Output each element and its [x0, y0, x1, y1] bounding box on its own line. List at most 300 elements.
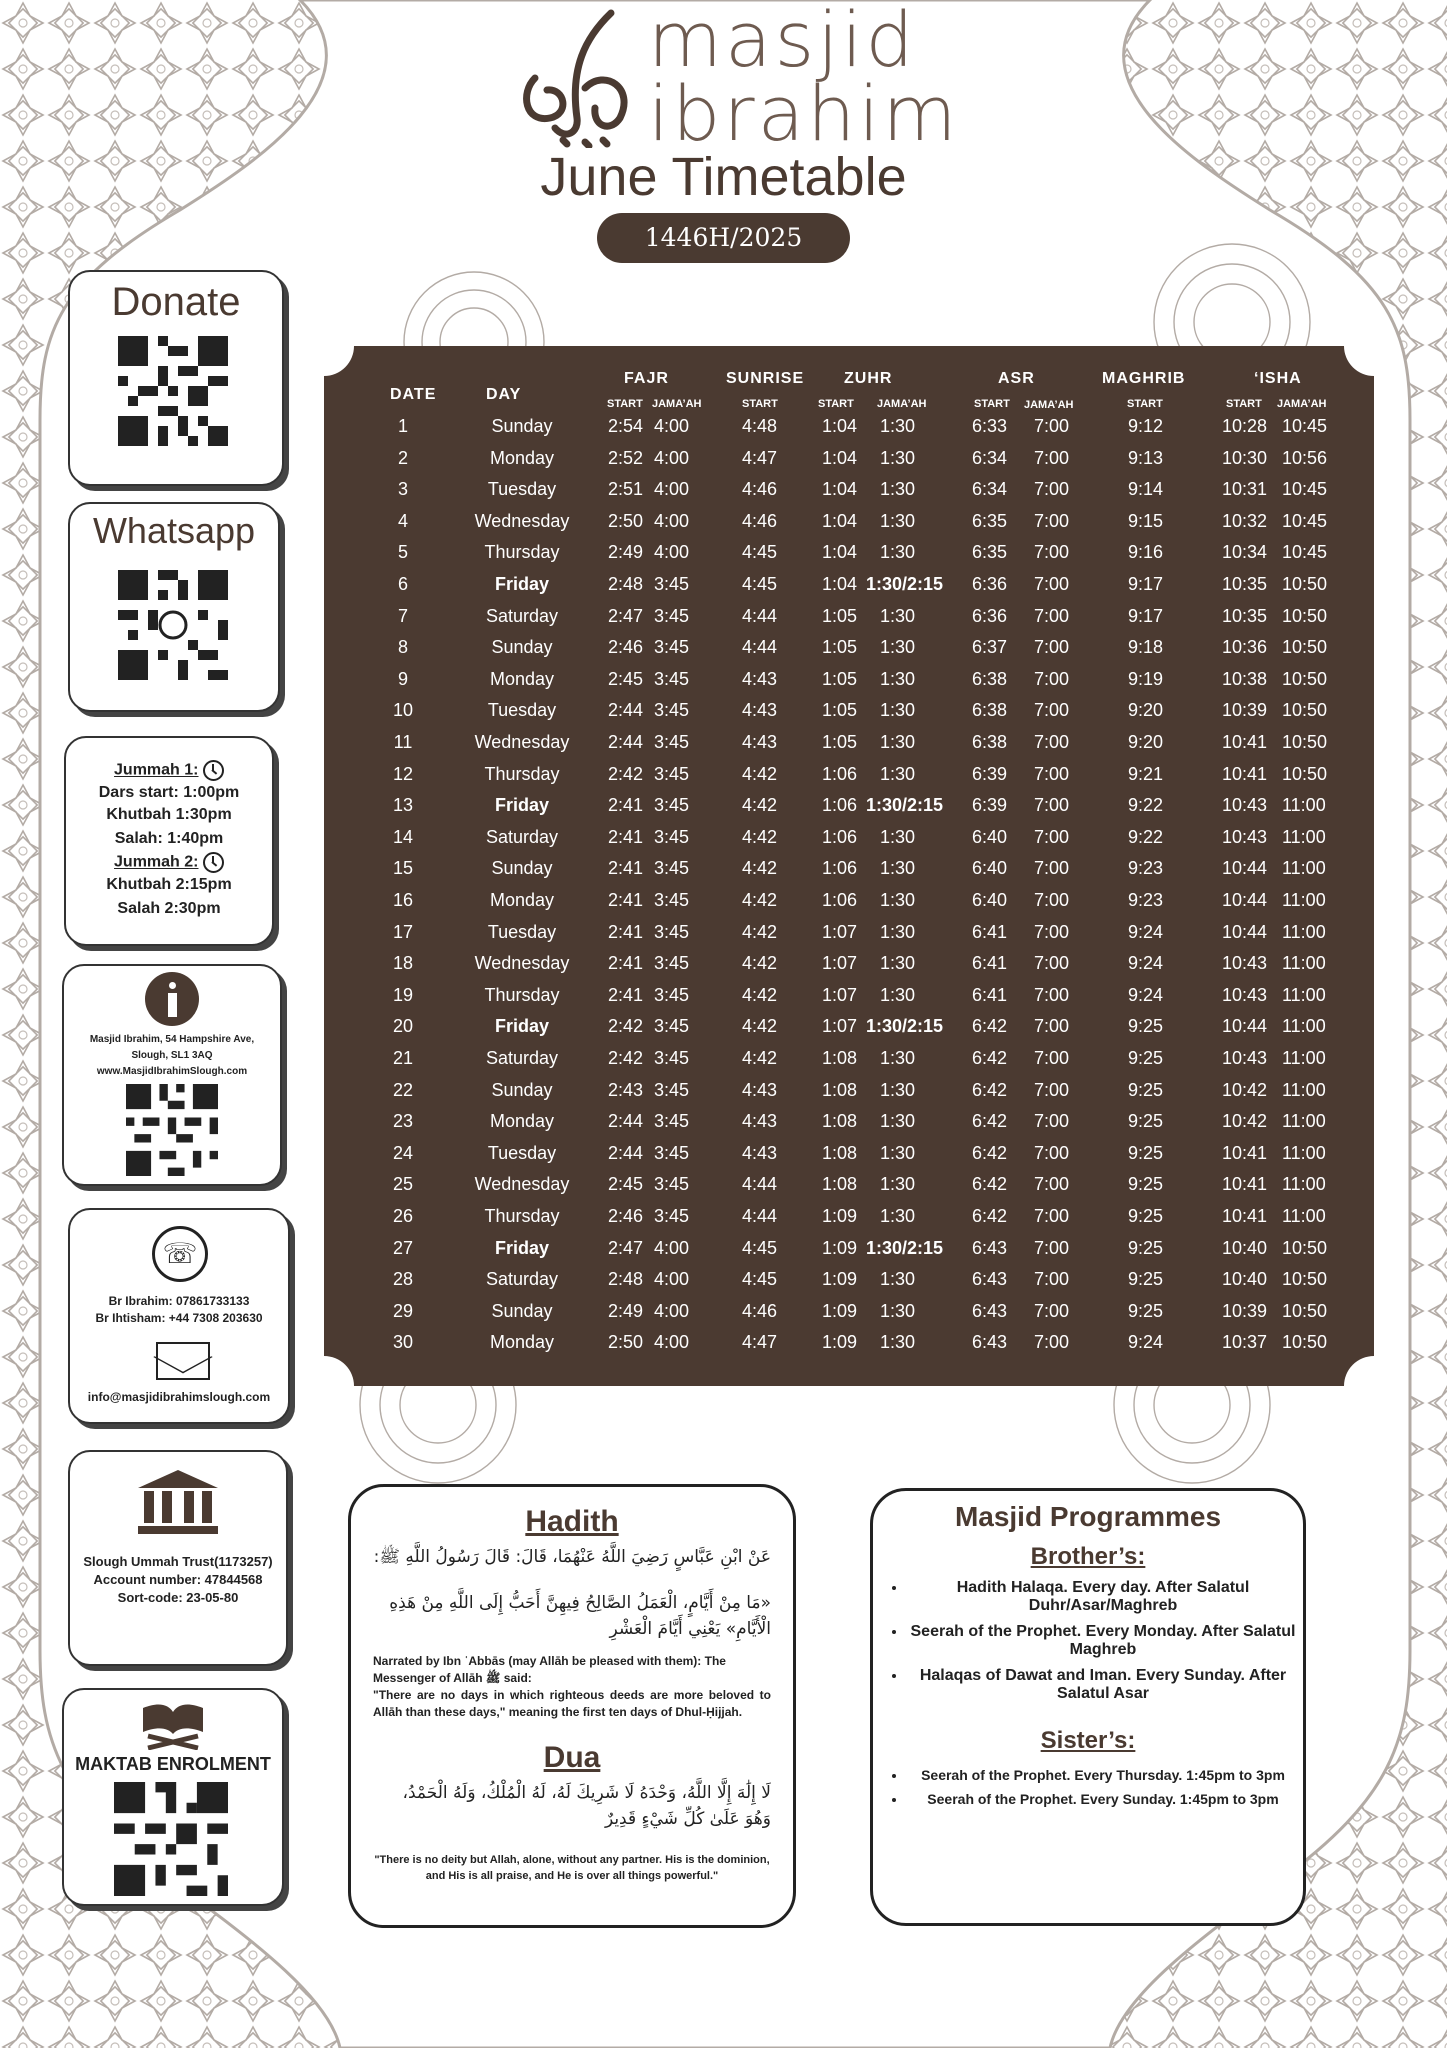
cell-asr-start: 6:43	[972, 1332, 1008, 1353]
cell-zuhr-start: 1:09	[822, 1332, 858, 1353]
cell-zuhr-jamaah: 1:30	[880, 1174, 916, 1195]
whatsapp-title: Whatsapp	[92, 510, 256, 551]
cell-sunrise: 4:42	[742, 763, 778, 784]
info-icon	[145, 972, 199, 1026]
cell-asr-jamaah: 7:00	[1034, 668, 1070, 689]
cell-maghrib: 9:12	[1128, 416, 1164, 436]
cell-date: 30	[392, 1332, 414, 1353]
account-number: Account number: 47844568	[93, 1572, 263, 1587]
cell-fajr-start: 2:51	[608, 479, 644, 500]
cell-fajr-jamaah: 3:45	[654, 574, 690, 594]
cell-date: 16	[392, 890, 414, 910]
cell-maghrib: 9:22	[1128, 826, 1164, 847]
cell-zuhr-start: 1:08	[822, 1048, 858, 1068]
cell-isha-jamaah: 11:00	[1282, 1174, 1326, 1195]
cell-zuhr-jamaah: 1:30	[880, 1079, 916, 1100]
cell-day: Tuesday	[487, 1142, 557, 1163]
cell-asr-jamaah: 7:00	[1034, 416, 1070, 436]
cell-asr-jamaah: 7:00	[1034, 1206, 1070, 1226]
cell-asr-jamaah: 7:00	[1034, 479, 1070, 500]
cell-zuhr-jamaah: 1:30	[880, 700, 916, 721]
cell-date: 5	[397, 542, 408, 563]
cell-day: Monday	[489, 447, 555, 468]
cell-maghrib: 9:18	[1128, 637, 1164, 658]
cell-day: Monday	[489, 890, 555, 910]
cell-asr-jamaah: 7:00	[1034, 1016, 1070, 1037]
cell-asr-start: 6:38	[972, 668, 1008, 689]
cell-date: 24	[392, 1142, 414, 1163]
cell-fajr-jamaah: 3:45	[654, 1048, 690, 1068]
khutbah1: Khutbah 1:30pm	[106, 806, 232, 823]
cell-zuhr-start: 1:05	[822, 700, 858, 721]
cell-zuhr-start: 1:09	[822, 1300, 858, 1321]
cell-asr-jamaah: 7:00	[1034, 1237, 1070, 1258]
cell-maghrib: 9:25	[1128, 1016, 1164, 1037]
cell-sunrise: 4:46	[742, 510, 778, 531]
cell-date: 14	[392, 826, 414, 847]
cell-day: Wednesday	[474, 1174, 570, 1195]
cell-maghrib: 9:24	[1128, 921, 1164, 942]
cell-isha-jamaah: 10:50	[1282, 574, 1328, 594]
maktab-qr-code-icon[interactable]	[114, 1782, 228, 1896]
cell-sunrise: 4:42	[742, 984, 778, 1005]
programmes-card	[870, 1488, 1306, 1926]
cell-zuhr-jamaah: 1:30	[880, 953, 916, 974]
cell-asr-jamaah: 7:00	[1034, 1269, 1070, 1290]
cell-isha-start: 10:41	[1222, 1206, 1268, 1226]
cell-zuhr-start: 1:08	[822, 1174, 858, 1195]
cell-asr-jamaah: 7:00	[1034, 1174, 1070, 1195]
cell-isha-jamaah: 10:50	[1282, 700, 1328, 721]
cell-isha-start: 10:41	[1222, 763, 1268, 784]
cell-day: Sunday	[491, 637, 553, 658]
cell-zuhr-start: 1:07	[822, 984, 858, 1005]
cell-isha-start: 10:43	[1222, 1048, 1268, 1068]
cell-sunrise: 4:45	[742, 542, 778, 563]
cell-sunrise: 4:45	[742, 1237, 778, 1258]
cell-maghrib: 9:17	[1128, 605, 1164, 626]
sub-zuhr-start: START	[818, 398, 854, 410]
cell-asr-start: 6:36	[972, 574, 1008, 594]
cell-asr-jamaah: 7:00	[1034, 921, 1070, 942]
cell-zuhr-jamaah: 1:30	[880, 1111, 916, 1132]
col-header-fajr: FAJR	[624, 370, 669, 387]
cell-zuhr-start: 1:04	[822, 542, 858, 563]
cell-isha-jamaah: 10:50	[1282, 668, 1328, 689]
khutbah2: Khutbah 2:15pm	[106, 876, 232, 893]
cell-isha-start: 10:43	[1222, 795, 1268, 816]
whatsapp-qr-code-icon[interactable]	[118, 570, 228, 680]
col-header-isha: ‘ISHA	[1254, 370, 1302, 387]
cell-day: Tuesday	[487, 700, 557, 721]
cell-date: 23	[392, 1111, 414, 1132]
cell-date: 19	[392, 984, 414, 1005]
cell-fajr-start: 2:41	[608, 795, 644, 816]
cell-asr-jamaah: 7:00	[1034, 1300, 1070, 1321]
jummah2-label: Jummah 2:	[114, 853, 199, 871]
cell-fajr-start: 2:41	[608, 953, 644, 974]
cell-fajr-jamaah: 3:45	[654, 984, 690, 1005]
cell-date: 4	[397, 510, 408, 531]
cell-date: 17	[392, 921, 414, 942]
cell-fajr-start: 2:42	[608, 763, 644, 784]
cell-fajr-start: 2:48	[608, 1269, 644, 1290]
cell-sunrise: 4:44	[742, 637, 778, 658]
cell-isha-jamaah: 11:00	[1282, 1048, 1326, 1068]
cell-isha-start: 10:31	[1222, 479, 1268, 500]
cell-fajr-jamaah: 3:45	[654, 668, 690, 689]
cell-date: 22	[392, 1079, 414, 1100]
brand-name-line1: masjid	[648, 0, 917, 84]
cell-zuhr-start: 1:05	[822, 637, 858, 658]
cell-maghrib: 9:25	[1128, 1237, 1164, 1258]
trust-name: Slough Ummah Trust(1173257)	[83, 1554, 273, 1569]
cell-sunrise: 4:43	[742, 1111, 778, 1132]
address-line1: Masjid Ibrahim, 54 Hampshire Ave,	[89, 1034, 255, 1045]
jummah-panel	[64, 736, 274, 946]
cell-zuhr-jamaah: 1:30	[880, 1269, 916, 1290]
cell-isha-start: 10:30	[1222, 447, 1268, 468]
cell-fajr-start: 2:41	[608, 984, 644, 1005]
cell-fajr-start: 2:44	[608, 700, 644, 721]
cell-day: Thursday	[484, 984, 560, 1005]
cell-maghrib: 9:25	[1128, 1300, 1164, 1321]
cell-zuhr-jamaah: 1:30	[880, 479, 916, 500]
cell-asr-jamaah: 7:00	[1034, 574, 1070, 594]
address-line2: Slough, SL1 3AQ	[131, 1050, 213, 1061]
cell-zuhr-jamaah: 1:30	[880, 542, 916, 563]
cell-isha-jamaah: 11:00	[1282, 1111, 1326, 1132]
cell-zuhr-jamaah: 1:30	[880, 605, 916, 626]
sub-sunrise-start: START	[742, 398, 778, 410]
cell-isha-start: 10:41	[1222, 1174, 1268, 1195]
cell-fajr-jamaah: 3:45	[654, 700, 690, 721]
donate-qr-code-icon[interactable]	[118, 336, 228, 446]
cell-day: Tuesday	[487, 479, 557, 500]
cell-asr-jamaah: 7:00	[1034, 447, 1070, 468]
page-title: June Timetable	[540, 147, 907, 207]
cell-maghrib: 9:14	[1128, 479, 1164, 500]
cell-isha-jamaah: 10:45	[1282, 479, 1328, 500]
cell-date: 28	[392, 1269, 414, 1290]
cell-sunrise: 4:43	[742, 1079, 778, 1100]
cell-sunrise: 4:42	[742, 795, 778, 816]
cell-isha-start: 10:42	[1222, 1079, 1268, 1100]
cell-day: Friday	[494, 1016, 550, 1037]
cell-day: Monday	[489, 1332, 555, 1353]
cell-isha-jamaah: 10:50	[1282, 637, 1328, 658]
cell-fajr-start: 2:47	[608, 605, 644, 626]
cell-date: 21	[392, 1048, 414, 1068]
cell-sunrise: 4:42	[742, 1016, 778, 1037]
cell-day: Saturday	[485, 605, 559, 626]
cell-zuhr-jamaah: 1:30	[880, 637, 916, 658]
cell-fajr-start: 2:41	[608, 890, 644, 910]
cell-zuhr-start: 1:05	[822, 732, 858, 752]
cell-fajr-jamaah: 4:00	[654, 1300, 690, 1321]
cell-asr-jamaah: 7:00	[1034, 637, 1070, 658]
cell-isha-start: 10:36	[1222, 637, 1268, 658]
cell-date: 2	[397, 447, 408, 468]
cell-fajr-start: 2:44	[608, 732, 644, 752]
cell-date: 7	[397, 605, 408, 626]
programme-item: • Seerah of the Prophet. Every Monday. After Salatul Maghreb	[907, 1623, 1299, 1659]
cell-asr-start: 6:42	[972, 1048, 1008, 1068]
cell-maghrib: 9:21	[1128, 763, 1164, 784]
cell-zuhr-jamaah: 1:30/2:15	[866, 1237, 944, 1258]
cell-day: Friday	[494, 795, 550, 816]
cell-isha-jamaah: 10:50	[1282, 763, 1328, 784]
website-qr-code-icon[interactable]	[126, 1084, 218, 1176]
dars-start: Dars start: 1:00pm	[98, 784, 240, 801]
cell-isha-start: 10:44	[1222, 1016, 1268, 1037]
cell-sunrise: 4:43	[742, 668, 778, 689]
cell-fajr-start: 2:50	[608, 1332, 644, 1353]
cell-zuhr-start: 1:07	[822, 921, 858, 942]
cell-maghrib: 9:16	[1128, 542, 1164, 563]
cell-isha-start: 10:38	[1222, 668, 1268, 689]
cell-fajr-start: 2:47	[608, 1237, 644, 1258]
cell-asr-start: 6:34	[972, 447, 1008, 468]
cell-isha-start: 10:32	[1222, 510, 1268, 531]
cell-asr-start: 6:40	[972, 858, 1008, 879]
cell-maghrib: 9:20	[1128, 700, 1164, 721]
cell-maghrib: 9:25	[1128, 1079, 1164, 1100]
cell-fajr-start: 2:42	[608, 1016, 644, 1037]
cell-asr-start: 6:41	[972, 984, 1008, 1005]
brand-name-line2: ibrahim	[648, 69, 960, 158]
salah2: Salah 2:30pm	[117, 900, 221, 917]
cell-day: Thursday	[484, 542, 560, 563]
cell-date: 26	[392, 1206, 414, 1226]
cell-asr-start: 6:41	[972, 921, 1008, 942]
cell-fajr-jamaah: 4:00	[654, 1332, 690, 1353]
cell-day: Thursday	[484, 763, 560, 784]
cell-zuhr-jamaah: 1:30/2:15	[866, 1016, 944, 1037]
cell-date: 13	[392, 795, 414, 816]
cell-isha-jamaah: 10:50	[1282, 1269, 1328, 1290]
cell-maghrib: 9:15	[1128, 510, 1164, 531]
cell-isha-jamaah: 11:00	[1282, 921, 1326, 942]
phone-ihtisham[interactable]: Br Ihtisham: +44 7308 203630	[95, 1311, 263, 1325]
phone-ibrahim[interactable]: Br Ibrahim: 07861733133	[108, 1294, 250, 1308]
cell-fajr-start: 2:49	[608, 1300, 644, 1321]
cell-asr-jamaah: 7:00	[1034, 826, 1070, 847]
cell-zuhr-jamaah: 1:30	[880, 1300, 916, 1321]
cell-day: Sunday	[491, 1079, 553, 1100]
cell-asr-start: 6:38	[972, 732, 1008, 752]
cell-fajr-jamaah: 3:45	[654, 1111, 690, 1132]
maktab-title: MAKTAB ENROLMENT	[75, 1754, 271, 1774]
cell-fajr-jamaah: 3:45	[654, 1079, 690, 1100]
cell-isha-start: 10:44	[1222, 890, 1268, 910]
clock-icon	[203, 852, 224, 873]
hadith-title: Hadith	[525, 1505, 619, 1538]
cell-date: 20	[392, 1016, 414, 1037]
cell-day: Wednesday	[474, 953, 570, 974]
cell-date: 12	[392, 763, 414, 784]
cell-isha-jamaah: 11:00	[1282, 795, 1326, 816]
cell-isha-start: 10:42	[1222, 1111, 1268, 1132]
cell-day: Monday	[489, 1111, 555, 1132]
cell-isha-start: 10:41	[1222, 732, 1268, 752]
cell-asr-start: 6:40	[972, 826, 1008, 847]
programme-item: • Halaqas of Dawat and Iman. Every Sunday. After Salatul Asar	[907, 1667, 1299, 1703]
cell-date: 25	[392, 1174, 414, 1195]
col-header-day: DAY	[486, 386, 522, 403]
cell-fajr-jamaah: 3:45	[654, 826, 690, 847]
cell-zuhr-jamaah: 1:30	[880, 984, 916, 1005]
cell-fajr-jamaah: 4:00	[654, 447, 690, 468]
cell-fajr-jamaah: 4:00	[654, 1269, 690, 1290]
cell-zuhr-start: 1:06	[822, 795, 858, 816]
cell-date: 18	[392, 953, 414, 974]
cell-zuhr-start: 1:05	[822, 605, 858, 626]
cell-asr-jamaah: 7:00	[1034, 953, 1070, 974]
cell-date: 6	[397, 574, 408, 594]
cell-isha-start: 10:39	[1222, 1300, 1268, 1321]
cell-zuhr-jamaah: 1:30/2:15	[866, 574, 944, 594]
cell-isha-start: 10:43	[1222, 826, 1268, 847]
cell-date: 11	[393, 732, 413, 752]
cell-isha-jamaah: 10:50	[1282, 605, 1328, 626]
cell-isha-jamaah: 10:56	[1282, 447, 1328, 468]
cell-zuhr-jamaah: 1:30	[880, 1142, 916, 1163]
cell-zuhr-start: 1:04	[822, 510, 858, 531]
cell-fajr-start: 2:42	[608, 1048, 644, 1068]
cell-zuhr-start: 1:07	[822, 1016, 858, 1037]
cell-isha-jamaah: 11:00	[1282, 826, 1326, 847]
cell-fajr-start: 2:45	[608, 1174, 644, 1195]
cell-zuhr-start: 1:05	[822, 668, 858, 689]
cell-asr-start: 6:33	[972, 416, 1008, 436]
cell-sunrise: 4:46	[742, 479, 778, 500]
cell-fajr-jamaah: 3:45	[654, 795, 690, 816]
cell-day: Sunday	[491, 416, 553, 436]
cell-asr-start: 6:37	[972, 637, 1008, 658]
cell-asr-start: 6:40	[972, 890, 1008, 910]
hadith-narrated: Narrated by Ibn ʿAbbās (may Allāh be pleased with them): The Messenger of Allāh ﷺ said:	[373, 1654, 726, 1686]
cell-zuhr-start: 1:09	[822, 1237, 858, 1258]
cell-isha-jamaah: 11:00	[1282, 1079, 1326, 1100]
programme-item: • Seerah of the Prophet. Every Sunday. 1:45pm to 3pm	[907, 1791, 1299, 1807]
cell-maghrib: 9:24	[1128, 1332, 1164, 1353]
sub-asr-start: START	[974, 398, 1010, 410]
programme-item: • Seerah of the Prophet. Every Thursday. 1:45pm to 3pm	[907, 1767, 1299, 1783]
sub-zuhr-jamaah: JAMA’AH	[877, 398, 927, 410]
hadith-arabic-intro: عَنْ ابْنِ عَبَّاسٍ رَضِيَ اللَّهُ عَنْهُمَا، قَالَ: قَالَ رَسُولُ اللَّهِ ﷺ:	[373, 1547, 771, 1567]
cell-isha-jamaah: 10:50	[1282, 1237, 1328, 1258]
cell-isha-start: 10:43	[1222, 984, 1268, 1005]
cell-maghrib: 9:25	[1128, 1206, 1164, 1226]
cell-isha-start: 10:39	[1222, 700, 1268, 721]
cell-zuhr-jamaah: 1:30	[880, 1206, 916, 1226]
cell-asr-start: 6:34	[972, 479, 1008, 500]
cell-isha-start: 10:37	[1222, 1332, 1268, 1353]
cell-zuhr-jamaah: 1:30	[880, 921, 916, 942]
cell-isha-jamaah: 11:00	[1282, 1016, 1326, 1037]
cell-sunrise: 4:42	[742, 921, 778, 942]
cell-asr-start: 6:43	[972, 1300, 1008, 1321]
cell-asr-jamaah: 7:00	[1034, 605, 1070, 626]
jummah2-heading	[66, 852, 272, 873]
cell-fajr-start: 2:46	[608, 637, 644, 658]
cell-sunrise: 4:42	[742, 953, 778, 974]
cell-asr-start: 6:35	[972, 542, 1008, 563]
cell-asr-jamaah: 7:00	[1034, 984, 1070, 1005]
cell-day: Tuesday	[487, 921, 557, 942]
cell-fajr-start: 2:41	[608, 921, 644, 942]
cell-fajr-jamaah: 3:45	[654, 1016, 690, 1037]
sub-asr-jamaah: JAMA’AH	[1024, 399, 1074, 411]
cell-asr-jamaah: 7:00	[1034, 1142, 1070, 1163]
cell-asr-jamaah: 7:00	[1034, 890, 1070, 910]
cell-fajr-start: 2:50	[608, 510, 644, 531]
cell-zuhr-start: 1:09	[822, 1269, 858, 1290]
cell-fajr-jamaah: 3:45	[654, 953, 690, 974]
website-link[interactable]: www.MasjidIbrahimSlough.com	[96, 1066, 248, 1077]
col-header-asr: ASR	[998, 370, 1035, 387]
donate-title: Donate	[111, 280, 241, 324]
brothers-list	[887, 1579, 1299, 1711]
cell-fajr-jamaah: 4:00	[654, 1237, 690, 1258]
cell-fajr-jamaah: 3:45	[654, 605, 690, 626]
cell-asr-jamaah: 7:00	[1034, 732, 1070, 752]
cell-asr-start: 6:39	[972, 763, 1008, 784]
maktab-panel	[62, 1688, 284, 1906]
cell-fajr-jamaah: 3:45	[654, 890, 690, 910]
cell-isha-start: 10:41	[1222, 1142, 1268, 1163]
cell-sunrise: 4:48	[742, 416, 778, 436]
cell-zuhr-start: 1:06	[822, 858, 858, 879]
cell-day: Saturday	[485, 1048, 559, 1068]
cell-date: 15	[392, 858, 414, 879]
cell-date: 10	[392, 700, 414, 721]
cell-zuhr-start: 1:08	[822, 1142, 858, 1163]
cell-maghrib: 9:22	[1128, 795, 1164, 816]
cell-isha-jamaah: 11:00	[1282, 984, 1326, 1005]
cell-fajr-start: 2:41	[608, 826, 644, 847]
cell-day: Thursday	[484, 1206, 560, 1226]
dua-arabic: لَا إِلَٰهَ إِلَّا اللَّهُ، وَحْدَهُ لَا شَرِيكَ لَهُ، لَهُ الْمُلْكُ، وَلَهُ الْحَمْدُ، وَهُوَ عَلَىٰ كُلِّ شَيْءٍ قَدِيرٌ	[402, 1783, 771, 1829]
cell-asr-start: 6:42	[972, 1174, 1008, 1195]
cell-isha-jamaah: 11:00	[1282, 1206, 1326, 1226]
cell-zuhr-jamaah: 1:30	[880, 416, 916, 436]
cell-asr-start: 6:39	[972, 795, 1008, 816]
cell-fajr-jamaah: 3:45	[654, 1142, 690, 1163]
cell-fajr-jamaah: 3:45	[654, 732, 690, 752]
cell-isha-start: 10:28	[1222, 416, 1268, 436]
cell-zuhr-start: 1:06	[822, 826, 858, 847]
cell-day: Wednesday	[474, 510, 570, 531]
cell-asr-jamaah: 7:00	[1034, 858, 1070, 879]
cell-sunrise: 4:42	[742, 826, 778, 847]
cell-fajr-start: 2:46	[608, 1206, 644, 1226]
cell-sunrise: 4:43	[742, 1142, 778, 1163]
cell-maghrib: 9:25	[1128, 1174, 1164, 1195]
cell-fajr-start: 2:49	[608, 542, 644, 563]
cell-isha-jamaah: 11:00	[1282, 953, 1326, 974]
cell-isha-jamaah: 10:45	[1282, 416, 1328, 436]
cell-asr-start: 6:43	[972, 1237, 1008, 1258]
cell-isha-start: 10:44	[1222, 858, 1268, 879]
cell-date: 9	[397, 668, 408, 689]
email-link[interactable]: info@masjidibrahimslough.com	[87, 1390, 271, 1404]
cell-zuhr-jamaah: 1:30	[880, 732, 916, 752]
cell-date: 27	[392, 1237, 414, 1258]
cell-day: Monday	[489, 668, 555, 689]
col-header-sunrise: SUNRISE	[726, 370, 805, 387]
